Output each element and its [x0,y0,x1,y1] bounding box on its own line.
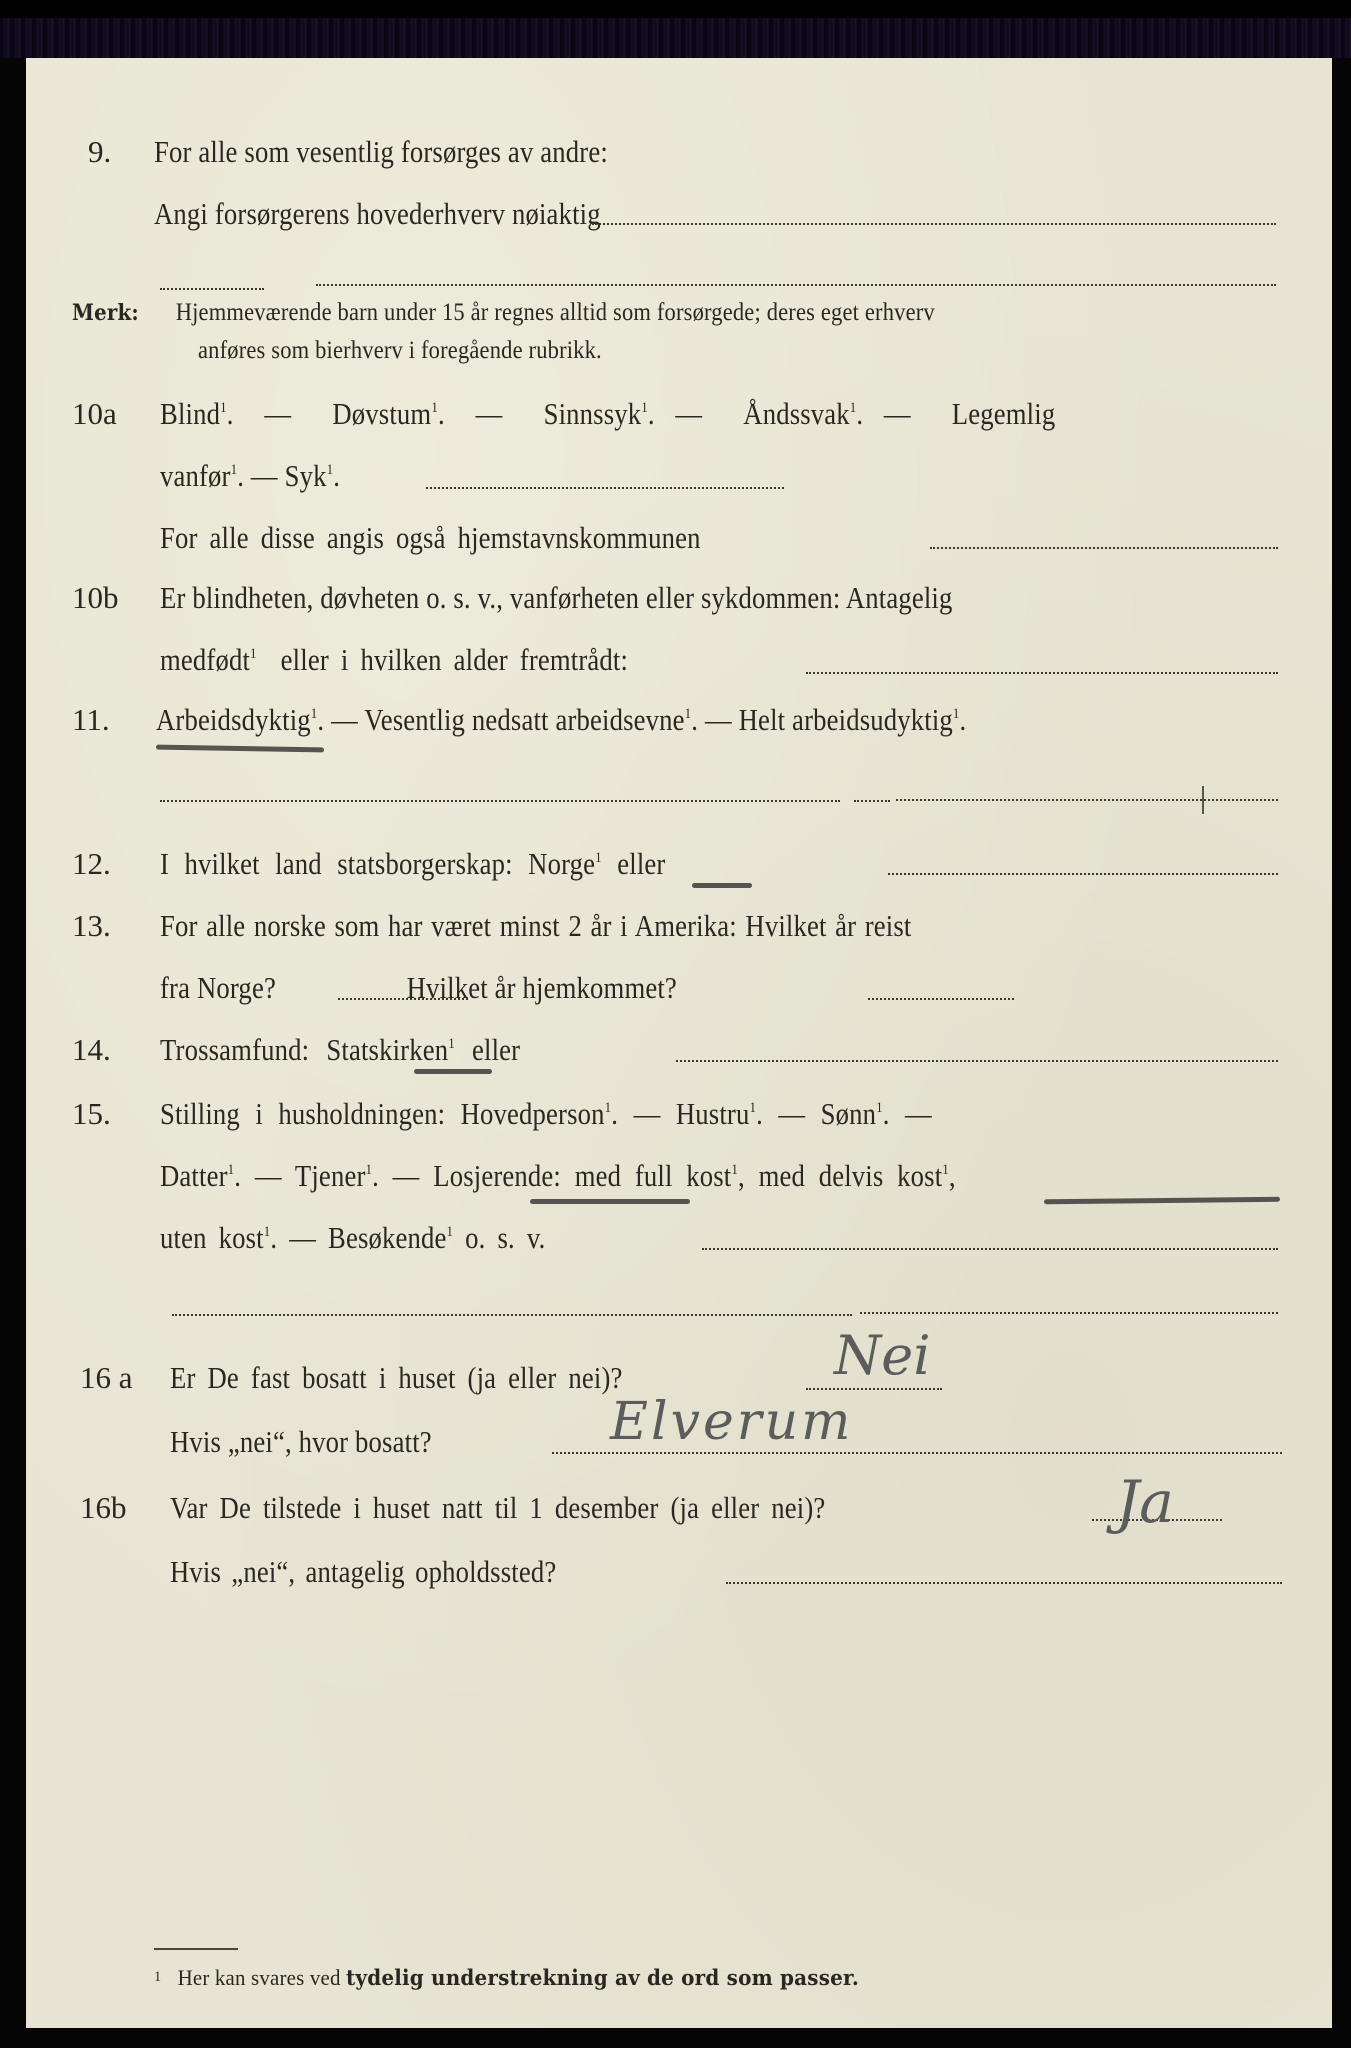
option-blind[interactable]: Blind [160,396,221,431]
q13-number: 13. [72,908,111,943]
q15-field-b[interactable] [860,1312,1278,1314]
q10b-answer-field[interactable] [806,672,1278,674]
q12-line: I hvilket land statsborgerskap: Norge$^1$ eller [160,846,666,881]
q15-line2: Datter$^1$. — Tjener$^1$. — Losjerende: med full kost$^1$, med delvis kost$^1$, [160,1158,956,1193]
q13-hjemkommet-field[interactable] [868,998,1014,1000]
q16a-handwritten-place[interactable]: Elverum [610,1392,854,1452]
q16b-opholdssted-field[interactable] [726,1582,1282,1584]
footnote: 1 Her kan svares ved tydelig understrekning av de ord som passer. [154,1965,860,1990]
q16a-bosatt-field[interactable] [552,1452,1282,1454]
option-besokende[interactable]: Besøkende [328,1220,447,1255]
q11-number: 11. [72,702,110,737]
footnote-marker: 1 [154,1969,162,1985]
q15-field-a[interactable] [172,1314,852,1316]
option-andssvak[interactable]: Åndssvak [743,396,850,431]
option-datter[interactable]: Datter [160,1158,228,1193]
option-arbeidsdyktig[interactable]: Arbeidsdyktig [156,702,311,737]
q16a-answer-field[interactable] [806,1388,942,1390]
option-hovedperson[interactable]: Hovedperson [460,1096,605,1131]
option-statskirken[interactable]: Statskirken [326,1032,449,1067]
pen-tick-mark [1202,786,1204,814]
option-tjener[interactable]: Tjener [294,1158,366,1193]
q16a-line1: Er De fast bosatt i huset (ja eller nei)? [170,1360,623,1395]
q11-field-a[interactable] [160,800,840,802]
q10a-hjemstavn-field[interactable] [930,547,1278,549]
option-uten-kost[interactable]: uten kost [160,1220,264,1255]
q14-answer-field[interactable] [676,1060,1278,1062]
option-syk[interactable]: Syk [284,458,327,493]
q10a-number: 10a [72,396,117,431]
option-dovstum[interactable]: Døvstum [332,396,432,431]
underline-losjerende [530,1199,690,1204]
q9-answer-field-2b[interactable] [316,284,1276,286]
option-losjerende[interactable]: Losjerende [433,1158,554,1193]
q10a-answer-field[interactable] [426,487,784,489]
q16a-number: 16 a [80,1360,133,1395]
footnote-bold: tydelig understrekning av de ord som passer. [346,1965,860,1990]
q15-number: 15. [72,1096,111,1131]
option-vesentlig-nedsatt[interactable]: Vesentlig nedsatt arbeidsevne [364,702,685,737]
q10b-line2: medfødt$^1$ eller i hvilken alder fremtrådt: [160,642,629,677]
q10a-line1: Blind$^1$. — Døvstum$^1$. — Sinnssyk$^1$. — Åndssvak$^1$. — Legemlig [160,396,1056,431]
merk-line2: anføres som bierhverv i foregående rubrikk. [198,337,602,364]
q9-number: 9. [88,134,112,169]
q14-number: 14. [72,1032,111,1067]
q16b-handwritten-answer[interactable]: Ja [1116,1468,1174,1536]
q10b-number: 10b [72,580,119,615]
q13-reist-field[interactable] [338,998,468,1000]
scanner-edge-strip [0,0,1351,58]
option-medfodt[interactable]: medfødt [160,642,251,677]
merk-line1: Hjemmeværende barn under 15 år regnes alltid som forsørgede; deres eget erhverv [175,299,935,326]
q13-line1: For alle norske som har været minst 2 år i Amerika: Hvilket år reist [160,908,912,943]
q12-number: 12. [72,846,111,881]
q9-answer-field-2a[interactable] [160,288,264,290]
q9-line2: Angi forsørgerens hovederhverv nøiaktig [154,196,601,231]
census-form-page [26,58,1332,2028]
q13-line2: fra Norge? Hvilket år hjemkommet? [160,970,677,1005]
q16b-line2: Hvis „nei“, antagelig opholdssted? [170,1554,557,1589]
q11-field-c[interactable] [896,799,1278,801]
option-vanfor[interactable]: vanfør [160,458,231,493]
option-helt-arbeidsudyktig[interactable]: Helt arbeidsudyktig [738,702,953,737]
q9-answer-field[interactable] [592,223,1276,225]
merk-label: Merk: [72,300,139,326]
option-norge[interactable]: Norge [528,846,596,881]
q10b-line1: Er blindheten, døvheten o. s. v., vanførheten eller sykdommen: Antagelig [160,580,953,615]
q10a-line2: vanfør$^1$. — Syk$^1$. [160,458,341,493]
underline-statskirken [414,1069,492,1074]
q12-answer-field[interactable] [888,873,1278,875]
q11-line: Arbeidsdyktig$^1$. — Vesentlig nedsatt arbeidsevne$^1$. — Helt arbeidsudyktig$^1$. [156,702,967,737]
option-sinnssyk[interactable]: Sinnssyk [543,396,642,431]
footnote-rule [154,1948,238,1950]
q15-line3: uten kost$^1$. — Besøkende$^1$ o. s. v. [160,1220,546,1255]
q11-field-b[interactable] [854,800,890,802]
q15-answer-field[interactable] [702,1248,1278,1250]
q16b-number: 16b [80,1490,127,1525]
q9-line1: For alle som vesentlig forsørges av andre: [154,134,608,169]
underline-delvis-kost [1044,1197,1280,1204]
q14-line: Trossamfund: Statskirken$^1$ eller [160,1032,521,1067]
q10a-line3: For alle disse angis også hjemstavnskommunen [160,520,701,555]
option-legemlig[interactable]: Legemlig [951,396,1056,431]
q16a-line2: Hvis „nei“, hvor bosatt? [170,1424,432,1459]
q15-line1: Stilling i husholdningen: Hovedperson$^1$. — Hustru$^1$. — Sønn$^1$. — [160,1096,932,1131]
q16b-line1: Var De tilstede i huset natt til 1 desember (ja eller nei)? [170,1490,826,1525]
option-full-kost[interactable]: med full kost [574,1158,732,1193]
option-delvis-kost[interactable]: med delvis kost [758,1158,943,1193]
merk-note [72,298,935,328]
option-sonn[interactable]: Sønn [820,1096,877,1131]
underline-arbeidsdyktig [156,745,324,753]
option-hustru[interactable]: Hustru [675,1096,750,1131]
underline-norge [692,883,752,888]
q16a-handwritten-answer[interactable]: Nei [834,1324,931,1387]
